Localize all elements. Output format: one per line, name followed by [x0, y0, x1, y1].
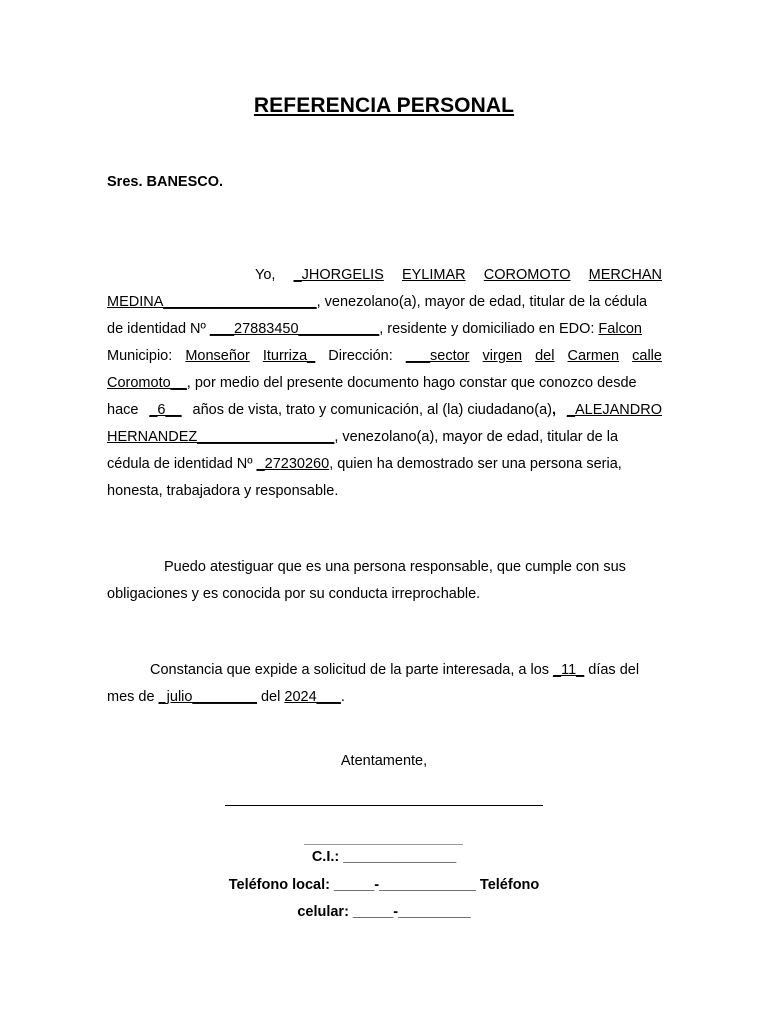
paragraph3-line1: Constancia que expide a solicitud de la parte interesada, a los _11_ días del [150, 662, 640, 678]
paragraph3-line2: mes de _julio________ del 2024___. [107, 689, 345, 705]
document-title: REFERENCIA PERSONAL [253, 94, 515, 117]
name-line [304, 844, 463, 845]
day-value: _11_ [553, 662, 585, 678]
paragraph1-line1: Yo, _JHORGELIS EYLIMAR COROMOTO MERCHAN [255, 267, 662, 283]
closing: Atentamente, [340, 753, 428, 769]
telefono-field: Teléfono local: _____-____________ Teléfono [228, 877, 540, 893]
paragraph2-line1: Puedo atestiguar que es una persona responsable, que cumple con sus [164, 559, 626, 575]
person1-name: _JHORGELIS [293, 267, 384, 283]
person2-name: _ALEJANDRO [566, 402, 662, 418]
year-value: 2024___ [284, 689, 341, 705]
person2-id: _27230260 [256, 456, 330, 472]
celular-field: celular: _____-_________ [297, 904, 471, 920]
signature-line [225, 805, 543, 806]
state-value: Falcon [598, 321, 642, 337]
paragraph1-line6: hace _6__ años de vista, trato y comunicación, al (la) ciudadano(a), _ALEJANDRO [107, 402, 662, 418]
paragraph1-line7: HERNANDEZ_________________, venezolano(a), mayor de edad, titular de la [107, 429, 619, 445]
paragraph1-line9: honesta, trabajadora y responsable. [107, 483, 339, 499]
month-value: _julio________ [158, 689, 257, 705]
ci-field: C.I.: ______________ [311, 849, 457, 865]
paragraph1-line2: MEDINA___________________, venezolano(a), mayor de edad, titular de la cédula [107, 294, 648, 310]
addressee: Sres. BANESCO. [107, 174, 224, 190]
paragraph1-line3: de identidad Nº ___27883450__________, residente y domiciliado en EDO: Falcon [107, 321, 642, 337]
years-value: _6__ [149, 402, 182, 418]
paragraph1-line4: Municipio: Monseñor Iturriza_ Dirección: ___sector virgen del Carmen calle [107, 348, 662, 364]
paragraph1-line8: cédula de identidad Nº _27230260, quien ha demostrado ser una persona seria, [107, 456, 622, 472]
paragraph2-line2: obligaciones y es conocida por su conducta irreprochable. [107, 586, 481, 602]
paragraph1-line5: Coromoto__, por medio del presente documento hago constar que conozco desde [107, 375, 637, 391]
person1-id: ___27883450__________ [209, 321, 380, 337]
